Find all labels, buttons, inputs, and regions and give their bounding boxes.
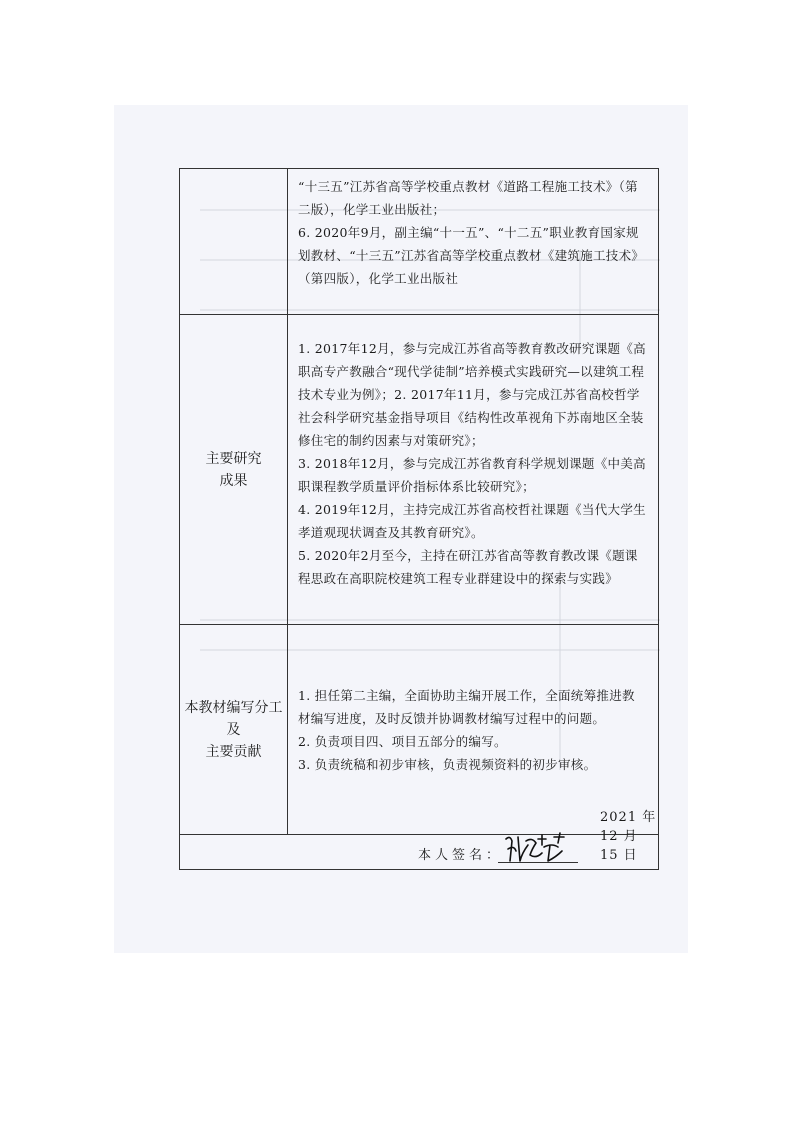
label-line: 主要贡献: [205, 743, 262, 760]
label-line: 成果: [219, 472, 248, 489]
paragraph: 1. 担任第二主编，全面协助主编开展工作，全面统筹推进教材编写进度，及时反馈并协调教材编写过程中的问题。: [298, 687, 635, 726]
contribution-content: [288, 625, 659, 835]
signature-label: 本人签名：: [418, 848, 504, 863]
paragraph: 3. 2018年12月，参与完成江苏省教育科学规划课题《中美高职课程教学质量评价指标体系比较研究》；: [298, 456, 646, 494]
label-line: 主要研究: [205, 450, 262, 467]
signature-date: 2021 年 12 月 15 日: [600, 810, 657, 863]
application-form-table: [179, 168, 659, 870]
paragraph: 6. 2020年9月，副主编“十一五”、“十二五”职业教育国家规划教材、“十三五”江苏省高等学校重点教材《建筑施工技术》（第四版），化学工业出版社: [298, 225, 645, 286]
paragraph: “十三五”江苏省高等学校重点教材《道路工程施工技术》（第二版），化学工业出版社；: [298, 179, 638, 217]
research-label: [180, 315, 288, 625]
paragraph: 5. 2020年2月至今，主持在研江苏省高等教育教改课《题课程思政在高职院校建筑工程专业群建设中的探索与实践》: [298, 548, 638, 586]
row-textbooks: [180, 169, 659, 315]
paragraph: 2. 负责项目四、项目五部分的编写。: [298, 733, 507, 749]
row-label-empty: [180, 169, 288, 315]
handwritten-signature: [502, 831, 572, 865]
signature-block: [180, 810, 658, 865]
paragraph: 3. 负责统稿和初步审核，负责视频资料的初步审核。: [298, 756, 597, 772]
paragraph: 4. 2019年12月，主持完成江苏省高校哲社课题《当代大学生孝道观现状调查及其教育研究》。: [298, 502, 646, 540]
research-content: [288, 315, 659, 625]
label-line: 本教材编写分工及: [184, 699, 283, 738]
row-contribution: [180, 625, 659, 835]
textbooks-content: [288, 169, 659, 315]
signature-cell: [180, 810, 659, 870]
paragraph: 1. 2017年12月，参与完成江苏省高等教育教改研究课题《高职高专产教融合“现代学徒制”培养模式实践研究—以建筑工程技术专业为例》；2. 2017年11月，参与完成江苏省高校哲学社会科学研究基金指导项目《结构性改革视角下苏南地区全装修住宅的制约因素与对策研究》；: [298, 341, 646, 448]
row-research: [180, 315, 659, 625]
contribution-label: [180, 625, 288, 835]
row-signature: [180, 835, 659, 870]
